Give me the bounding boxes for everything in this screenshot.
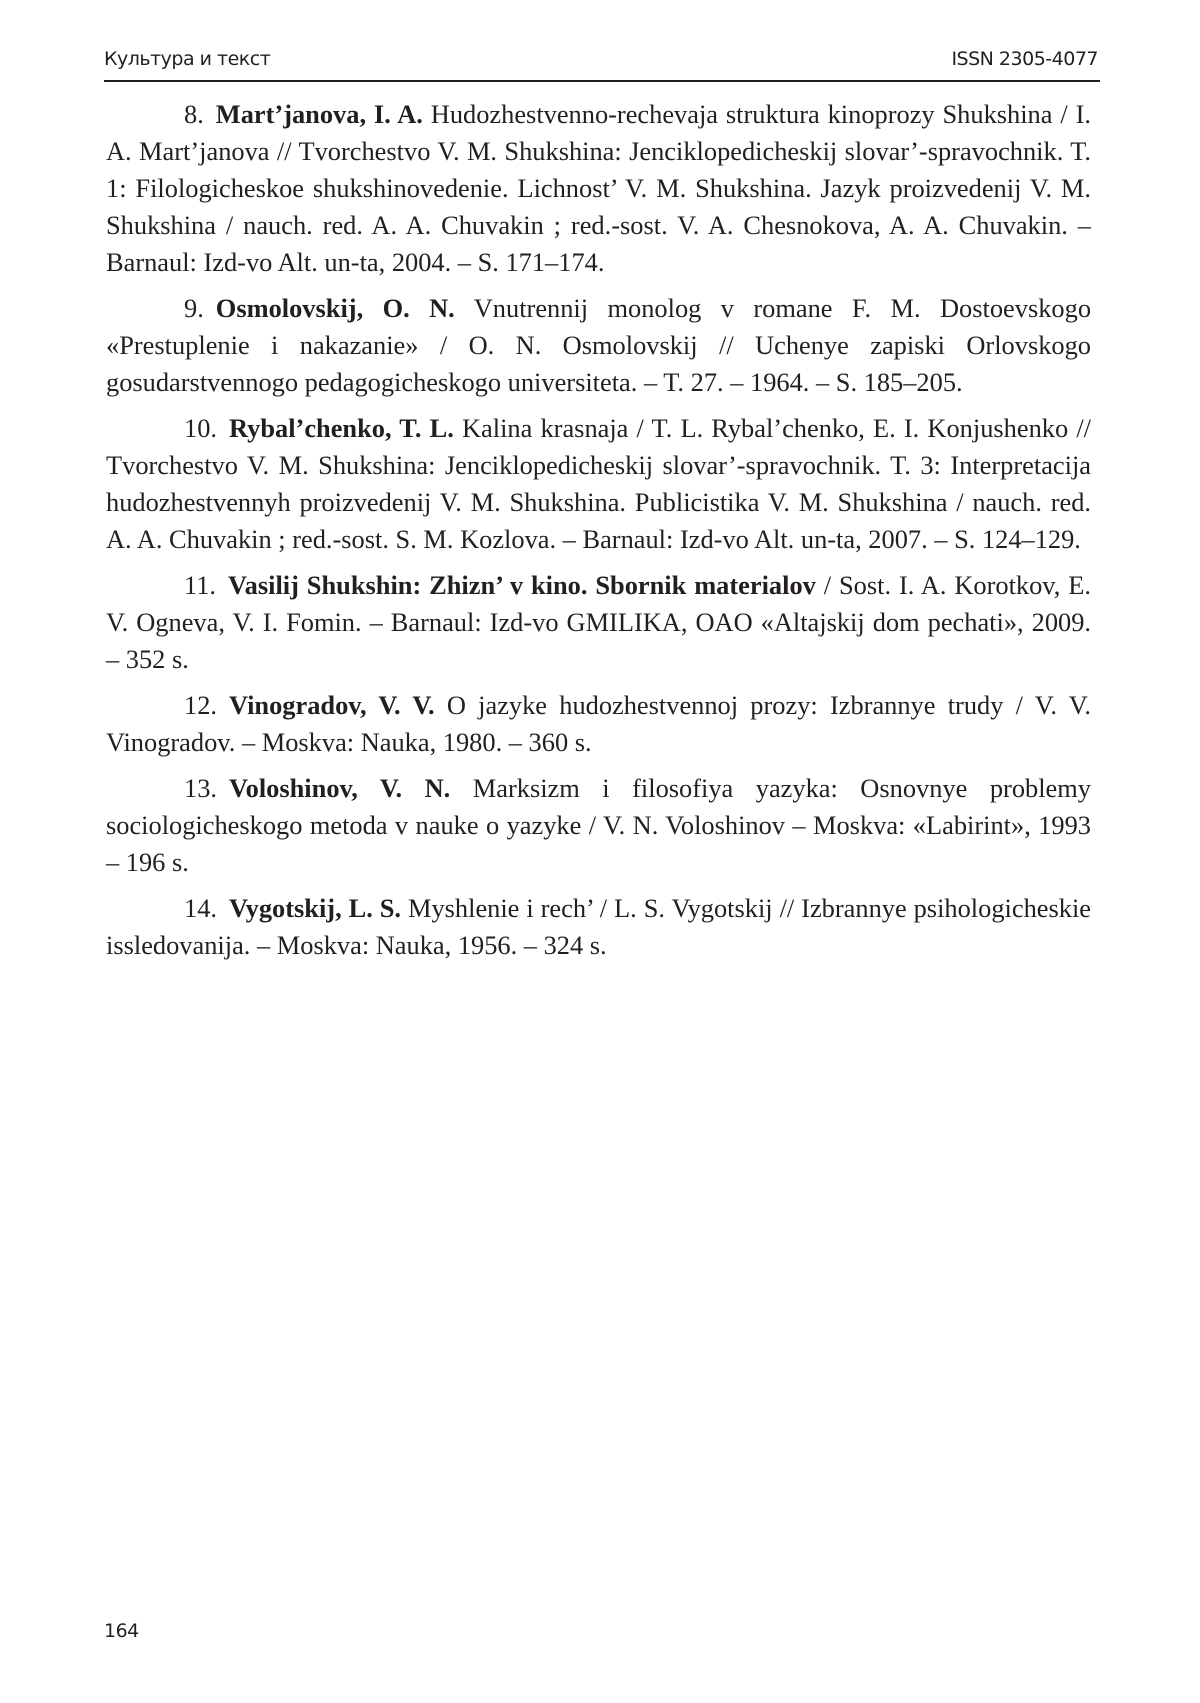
reference-number: 11. [184,570,217,600]
reference-item [106,410,1091,558]
reference-text: Hudozhestvenno-rechevaja struktura kinoprozy Shukshina / I. A. Mart’janova // Tvorchestvo V. M. Shukshina: Jenciklopedicheskij slovar’-spravochnik. T. 1: Filologicheskoe shukshinovedenie. Lichnost’ V. M. Shukshina. Jazyk proizvedenij V. M. Shukshina / nauch. red. A. A. Chuvakin ; red.-sost. V. A. Chesnokova, A. A. Chuvakin. – Barnaul: Izd-vo Alt. un-ta, 2004. – S. 171–174. [106,99,1091,277]
running-header [104,44,1100,82]
reference-author: Vasilij Shukshin: Zhizn’ v kino. Sbornik materialov [228,570,816,600]
reference-item [106,890,1091,964]
reference-author: Mart’janova, I. A. [215,99,423,129]
reference-text: Kalina krasnaja / T. L. Rybal’chenko, E. I. Konjushenko // Tvorchestvo V. M. Shukshina: Jenciklopedicheskij slovar’-spravochnik. T. 3: Interpretacija hudozhestvennyh proizvedenij V. M. Shukshina. Publicistika V. M. Shukshina / nauch. red. A. A. Chuvakin ; red.-sost. S. M. Kozlova. – Barnaul: Izd-vo Alt. un-ta, 2007. – S. 124–129. [106,413,1091,554]
reference-author: Voloshinov, V. N. [229,773,451,803]
reference-number: 13. [184,773,217,803]
reference-author: Osmolovskij, O. N. [215,293,455,323]
reference-author: Vinogradov, V. V. [229,690,435,720]
reference-number: 10. [184,413,217,443]
page-number: 164 [104,1620,139,1642]
reference-text: Marksizm i filosofiya yazyka: Osnovnye problemy sociologicheskogo metoda v nauke o yazyke / V. N. Voloshinov – Moskva: «Labirint», 1993 – 196 s. [106,773,1091,877]
reference-list [106,96,1091,973]
issn-label: ISSN 2305-4077 [951,48,1098,70]
reference-number: 12. [184,690,217,720]
reference-author: Rybal’chenko, T. L. [229,413,454,443]
reference-author: Vygotskij, L. S. [229,893,402,923]
reference-number: 14. [184,893,217,923]
reference-item [106,290,1091,401]
reference-number: 8. [184,99,204,129]
reference-item [106,96,1091,281]
reference-item [106,687,1091,761]
reference-text: / Sost. I. A. Korotkov, E. V. Ogneva, V. I. Fomin. – Barnaul: Izd-vo GMILIKA, OAO «Altajskij dom pechati», 2009. – 352 s. [106,570,1091,674]
reference-item [106,770,1091,881]
journal-title: Культура и текст [104,48,271,70]
reference-number: 9. [184,293,204,323]
reference-text: Vnutrennij monolog v romane F. M. Dostoevskogo «Prestuplenie i nakazanie» / O. N. Osmolovskij // Uchenye zapiski Orlovskogo gosudarstvennogo pedagogicheskogo universiteta. – T. 27. – 1964. – S. 185–205. [106,293,1092,397]
reference-item [106,567,1091,678]
reference-text: Myshlenie i rech’ / L. S. Vygotskij // Izbrannye psihologicheskie issledovanija. – Moskva: Nauka, 1956. – 324 s. [106,893,1091,960]
reference-text: O jazyke hudozhestvennoj prozy: Izbrannye trudy / V. V. Vinogradov. – Moskva: Nauka, 1980. – 360 s. [106,690,1091,757]
